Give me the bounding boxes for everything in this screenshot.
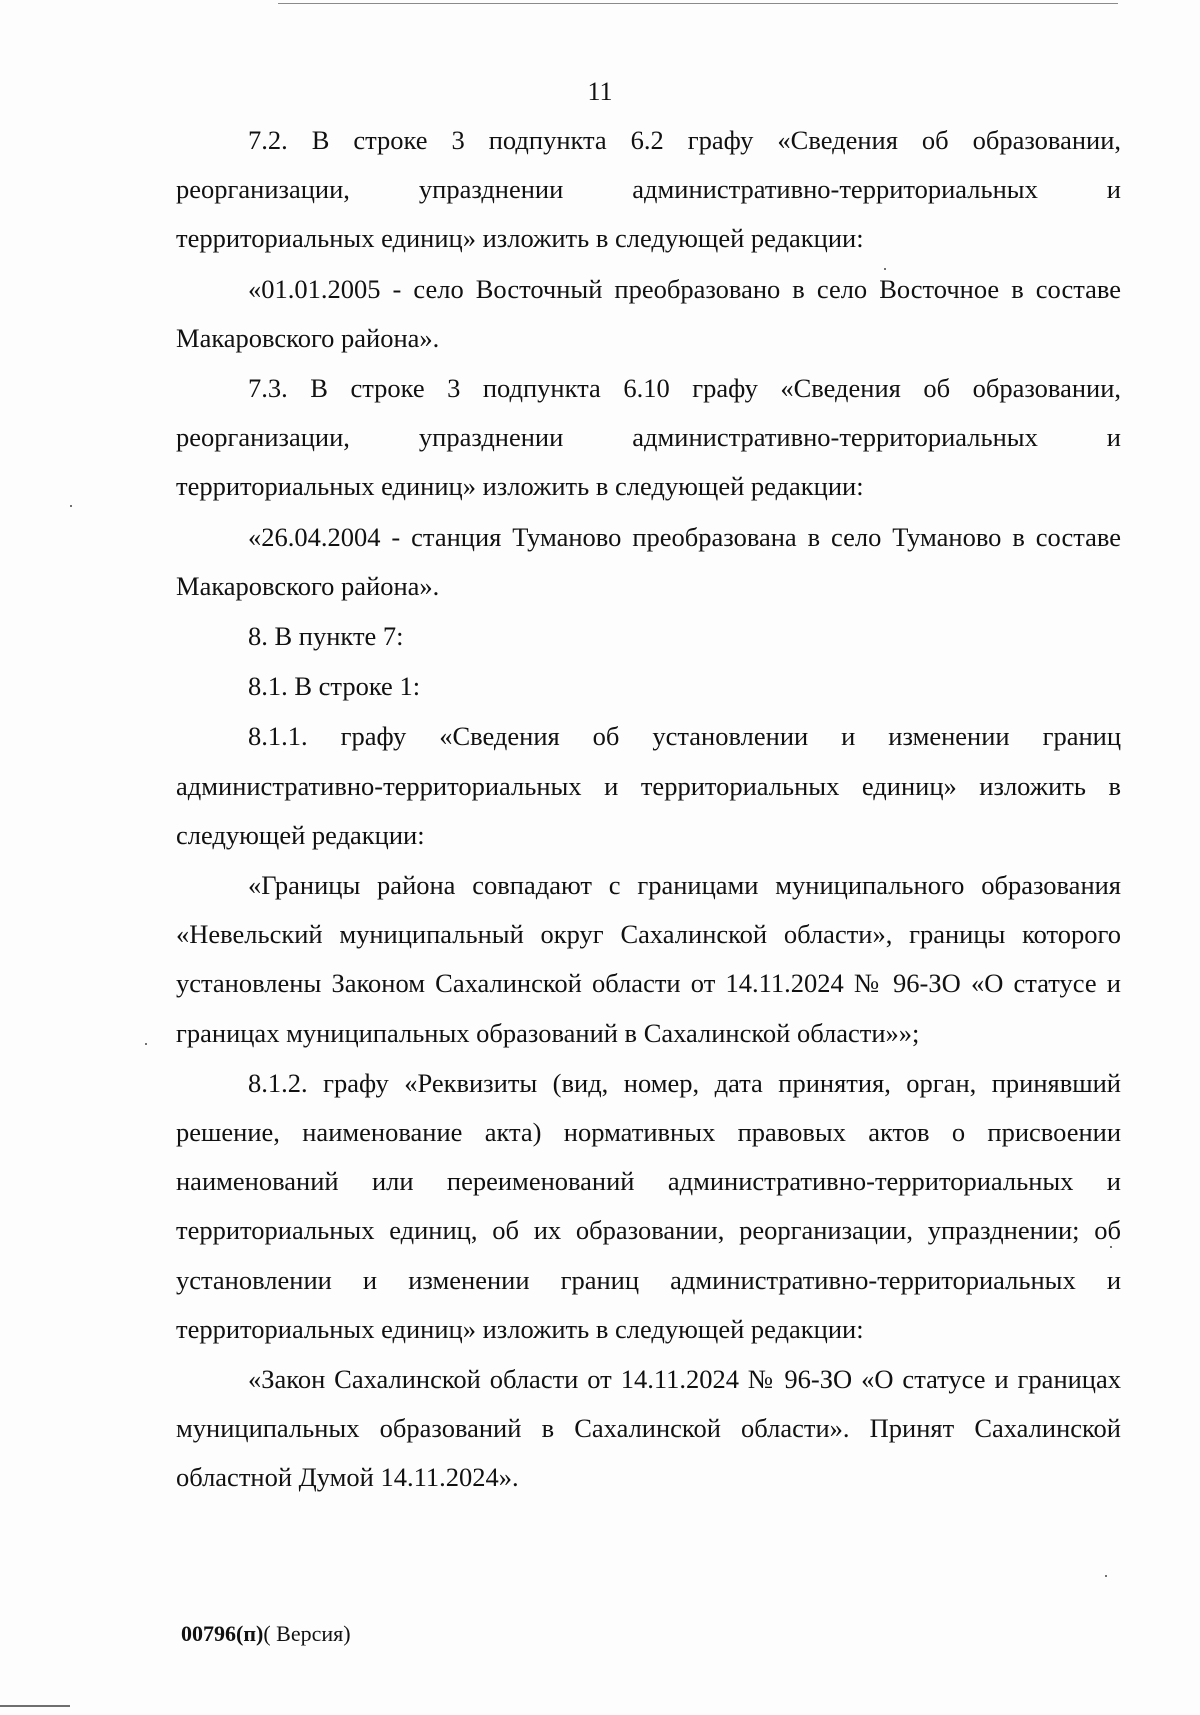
scan-top-rule — [278, 3, 1118, 4]
document-code: 00796(п) — [181, 1621, 264, 1646]
scan-speck — [884, 268, 886, 270]
document-footer — [181, 1620, 351, 1648]
paragraph-7-2: 7.2. В строке 3 подпункта 6.2 графу «Сведения об образовании, реорганизации, упразднении административно-территориальных и территориальных единиц» изложить в следующей редакции: — [176, 125, 1121, 254]
scan-bottom-rule — [0, 1705, 70, 1707]
paragraph-8-1-1: 8.1.1. графу «Сведения об установлении и изменении границ административно-территориальных и территориальных единиц» изложить в следующей редакции: — [176, 721, 1121, 850]
paragraph-7-3: 7.3. В строке 3 подпункта 6.10 графу «Сведения об образовании, реорганизации, упразднении административно-территориальных и территориальных единиц» изложить в следующей редакции: — [176, 373, 1121, 502]
document-body — [176, 116, 1121, 1504]
paragraph-7-3-text: «26.04.2004 - станция Туманово преобразована в село Туманово в составе Макаровского района». — [176, 521, 1121, 601]
scan-speck — [145, 1043, 147, 1045]
scan-speck — [1105, 1575, 1107, 1577]
document-version: ( Версия) — [263, 1621, 351, 1646]
paragraph-7-2-text: «01.01.2005 - село Восточный преобразовано в село Восточное в составе Макаровского района». — [176, 273, 1121, 353]
paragraph-8-1-1-text: «Границы района совпадают с границами муниципального образования «Невельский муниципальный округ Сахалинской области», границы которого установлены Законом Сахалинской области от 14.11.2024 № 96-ЗО «О статусе и границах муниципальных образований в Сахалинской области»»; — [176, 870, 1121, 1048]
page-number: 11 — [587, 77, 613, 106]
scan-speck — [1110, 1246, 1112, 1248]
paragraph-8-1: 8.1. В строке 1: — [248, 671, 421, 702]
scan-speck — [70, 505, 72, 507]
paragraph-8-1-2-text: «Закон Сахалинской области от 14.11.2024 № 96-ЗО «О статусе и границах муниципальных образований в Сахалинской области». Принят Сахалинской областной Думой 14.11.2024». — [176, 1364, 1121, 1493]
paragraph-8-1-2: 8.1.2. графу «Реквизиты (вид, номер, дата принятия, орган, принявший решение, наименование акта) нормативных правовых актов о присвоении наименований или переименований административно-территориальных и территориальных единиц, об их образовании, реорганизации, упразднении; об установлении и изменении границ административно-территориальных и территориальных единиц» изложить в следующей редакции: — [176, 1067, 1121, 1344]
paragraph-8: 8. В пункте 7: — [248, 621, 404, 652]
